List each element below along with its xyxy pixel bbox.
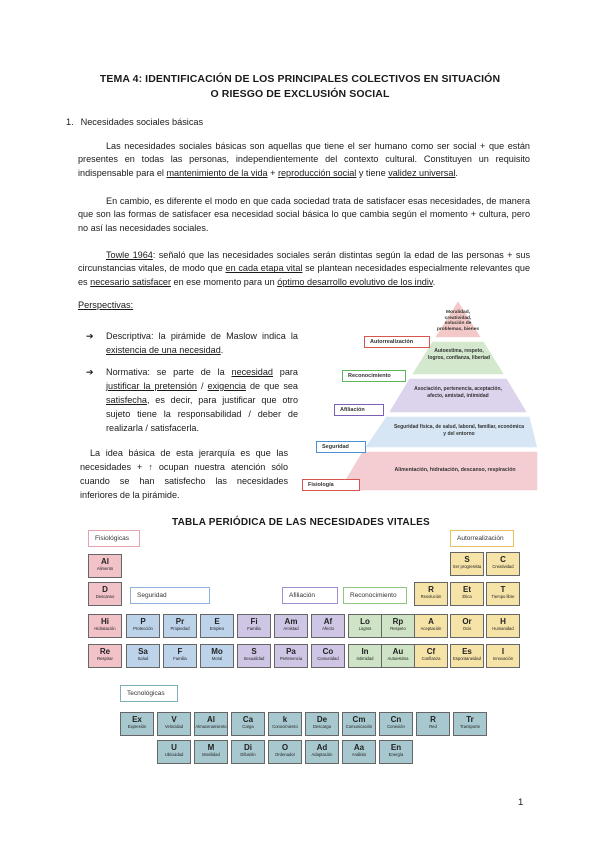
cell-symbol: Pr [175, 617, 185, 626]
element-cell [348, 614, 382, 638]
cell-symbol: Fi [250, 617, 258, 626]
cell-symbol: Di [244, 743, 252, 752]
pyramid-text-reconocimiento: Autoestima, respeto, logros, confianza, libertad [428, 348, 490, 361]
cell-name: Intimidad [356, 656, 374, 661]
cell-symbol: Pa [286, 647, 296, 656]
cell-symbol: R [430, 715, 436, 724]
element-cell [163, 614, 197, 638]
tech-cell [305, 712, 339, 736]
cell-symbol: A [428, 617, 434, 626]
tech-cell [342, 740, 376, 764]
pyramid-tag-afiliacion: Afiliación [334, 404, 384, 416]
tech-cell [342, 712, 376, 736]
cell-name: Comunicación [345, 724, 373, 729]
cell-name: Conexión [387, 724, 405, 729]
element-cell [163, 644, 197, 668]
category-seguridad: Seguridad [130, 587, 210, 604]
cell-symbol: Cf [426, 647, 436, 656]
tech-cell [268, 712, 302, 736]
cell-name: Velocidad [164, 724, 184, 729]
element-cell [450, 644, 484, 668]
element-cell [200, 644, 234, 668]
cell-symbol: Et [463, 585, 471, 594]
cell-symbol: V [171, 715, 177, 724]
cell-symbol: D [102, 585, 108, 594]
title-line-1: TEMA 4: IDENTIFICACIÓN DE LOS PRINCIPALES COLECTIVOS EN SITUACIÓN [99, 73, 501, 85]
underline-validez: validez universal [388, 167, 456, 178]
cell-name: Logros [358, 626, 372, 631]
underline-reproduccion: reproducción social [277, 167, 357, 178]
cell-symbol: Ad [316, 743, 328, 752]
cell-symbol: Cm [352, 715, 366, 724]
section-heading [66, 117, 203, 127]
cell-name: Transporte [459, 724, 481, 729]
cell-name: Espontaneidad [453, 656, 481, 661]
cell-name: Familia [247, 626, 261, 631]
cell-symbol: C [500, 555, 506, 564]
cell-symbol: Al [207, 715, 215, 724]
cell-symbol: Tr [466, 715, 474, 724]
cell-name: Expresión [127, 724, 147, 729]
element-cell [486, 552, 520, 576]
cell-name: Ubicuidad [164, 752, 184, 757]
cell-symbol: F [177, 647, 183, 656]
element-cell [274, 614, 308, 638]
cell-name: Ordenador [274, 752, 296, 757]
cell-name: Ética [462, 594, 472, 599]
element-cell [414, 644, 448, 668]
element-cell [414, 582, 448, 606]
cell-name: Hidratación [94, 626, 116, 631]
maslow-pyramid [298, 298, 538, 498]
cell-name: Descarga [313, 724, 331, 729]
cell-name: Ocio [462, 626, 472, 631]
element-cell [486, 644, 520, 668]
tech-cell [194, 740, 228, 764]
cell-symbol: Rp [392, 617, 404, 626]
element-cell [88, 582, 122, 606]
tech-cell [157, 740, 191, 764]
paragraph-4: La idea básica de esta jerarquía es que las necesidades + ↑ ocupan nuestra atención sólo cuando se han satisfecho las necesidades inferiores de la pirámide. [80, 448, 288, 500]
element-cell [414, 614, 448, 638]
cell-symbol: De [316, 715, 328, 724]
element-cell [486, 582, 520, 606]
cell-symbol: H [500, 617, 506, 626]
cell-name: Protección [133, 626, 153, 631]
cell-name: Salud [137, 656, 149, 661]
cell-symbol: En [390, 743, 402, 752]
category-reconocimiento: Reconocimiento [343, 587, 407, 604]
cell-name: Autoestima [387, 656, 409, 661]
section-title: Necesidades sociales básicas [80, 117, 204, 127]
cell-name: Energía [388, 752, 404, 757]
tech-cell [231, 712, 265, 736]
cell-name: Aceptación [420, 626, 442, 631]
pyramid-tag-reconocimiento: Reconocimiento [342, 370, 406, 382]
paragraph-2: En cambio, es diferente el modo en que cada sociedad trata de satisfacer esas necesidades, de manera que son las formas de satisfacer esa necesidad social básica lo que cambia según el momento + cultura, pero no así las necesidades sociales. [78, 196, 530, 233]
cell-name: Familia [173, 656, 187, 661]
cell-symbol: Lo [360, 617, 370, 626]
pyramid-text-autorrealizacion: Moralidad, creatividad, solución de problemas, bienes [436, 310, 480, 332]
element-cell [311, 614, 345, 638]
cell-symbol: T [500, 585, 506, 594]
cell-name: Difusión [240, 752, 256, 757]
cell-name: Red [429, 724, 437, 729]
element-cell [237, 614, 271, 638]
cell-symbol: U [171, 743, 177, 752]
cell-symbol: Am [284, 617, 298, 626]
cell-name: Respeto [390, 626, 406, 631]
tech-cell [231, 740, 265, 764]
element-cell [126, 614, 160, 638]
cell-name: Sexualidad [243, 656, 265, 661]
element-cell [274, 644, 308, 668]
section-number: 1. [66, 117, 74, 127]
bullet-normativa: ➔ Normativa: se parte de la necesidad para justificar la pretensión / exigencia de que sea satisfecha, es decir, para justificar que otro sujeto tiene la responsabilidad / deber de realizarla / satisfacerla. [86, 367, 298, 433]
element-cell [311, 644, 345, 668]
cell-symbol: O [281, 743, 289, 752]
bullet-descriptiva: ➔ Descriptiva: la pirámide de Maslow indica la existencia de una necesidad. [86, 331, 298, 355]
cell-symbol: Ex [132, 715, 142, 724]
cell-name: Alimento [96, 566, 114, 571]
document-title [60, 72, 540, 102]
cell-symbol: Re [99, 647, 111, 656]
cell-symbol: I [501, 647, 505, 656]
tech-cell [453, 712, 487, 736]
tech-cell [194, 712, 228, 736]
element-cell [88, 554, 122, 578]
cell-name: Conocimiento [272, 724, 298, 729]
pyramid-tag-seguridad: Seguridad [316, 441, 366, 453]
cell-symbol: Cn [390, 715, 402, 724]
cell-name: Creatividad [492, 564, 514, 569]
cell-symbol: Co [322, 647, 334, 656]
element-cell [126, 644, 160, 668]
tech-cell [379, 712, 413, 736]
category-fisiologicas: Fisiológicas [88, 530, 140, 547]
arrow-icon: ➔ [86, 331, 94, 341]
category-tecnologicas: Tecnológicas [120, 685, 178, 702]
cell-symbol: Aa [353, 743, 365, 752]
tech-cell [305, 740, 339, 764]
element-cell [200, 614, 234, 638]
pyramid-text-fisiologia: Alimentación, hidratación, descanso, respiración [394, 467, 516, 473]
page-number: 1 [518, 797, 524, 808]
pyramid-text-seguridad: Seguridad física, de salud, laboral, familiar, económica y del entorno [393, 424, 525, 437]
cell-name: Ser progresista [452, 564, 482, 569]
cell-symbol: Af [323, 617, 333, 626]
cell-symbol: Es [462, 647, 472, 656]
cell-symbol: S [251, 647, 257, 656]
cell-symbol: R [428, 585, 434, 594]
cell-name: Pertenencia [279, 656, 303, 661]
element-cell [450, 552, 484, 576]
cell-symbol: Al [101, 557, 109, 566]
cell-symbol: Sa [138, 647, 148, 656]
cell-symbol: S [464, 555, 470, 564]
cell-name: Innovación [492, 656, 514, 661]
cell-name: Empleo [209, 626, 225, 631]
cell-symbol: Ca [242, 715, 254, 724]
perspectivas-heading: Perspectivas: [78, 300, 134, 310]
cell-symbol: E [214, 617, 220, 626]
cell-name: Amistad [283, 626, 299, 631]
tech-cell [120, 712, 154, 736]
tech-cell [157, 712, 191, 736]
cell-name: Carga [242, 724, 254, 729]
cell-name: Afecto [322, 626, 334, 631]
paragraph-3: Towle 1964: señaló que las necesidades sociales serán distintas según la edad de las personas + sus circunstancias vitales, de modo que en cada etapa vital se plantean necesidades especialmente relevantes que es necesario satisfacer en ese momento para un óptimo desarrollo evolutivo de los indiv. [78, 250, 531, 287]
cell-name: Movilidad [202, 752, 220, 757]
element-cell [348, 644, 382, 668]
underline-towle: Towle 1964 [106, 250, 153, 260]
cell-name: Resolución [420, 594, 442, 599]
category-afiliacion: Afiliación [282, 587, 338, 604]
cell-name: Propiedad [170, 626, 190, 631]
pyramid-text-afiliacion: Asociación, pertenencia, aceptación, afecto, amistad, intimidad [414, 386, 502, 399]
underline-mantenimiento: mantenimiento de la vida [166, 167, 268, 178]
cell-symbol: Or [462, 617, 472, 626]
cell-name: Descanso [95, 594, 115, 599]
cell-symbol: Mo [211, 647, 223, 656]
cell-symbol: M [207, 743, 215, 752]
cell-name: Análisis [351, 752, 367, 757]
tech-cell [379, 740, 413, 764]
title-line-2: O RIESGO DE EXCLUSIÓN SOCIAL [210, 88, 390, 100]
cell-symbol: Au [392, 647, 404, 656]
cell-name: Humanidad [492, 626, 514, 631]
element-cell [486, 614, 520, 638]
element-cell [450, 614, 484, 638]
cell-symbol: P [140, 617, 146, 626]
element-cell [88, 644, 122, 668]
cell-name: Respirar [97, 656, 113, 661]
element-cell [237, 644, 271, 668]
cell-name: Tiempo libre [491, 594, 515, 599]
cell-symbol: In [361, 647, 369, 656]
element-cell [88, 614, 122, 638]
cell-name: Comunidad [317, 656, 339, 661]
cell-name: Adaptación [311, 752, 333, 757]
element-cell [381, 614, 415, 638]
category-autorrealizacion: Autorrealización [450, 530, 514, 547]
periodic-table-title: TABLA PERIÓDICA DE LAS NECESIDADES VITALES [172, 517, 430, 528]
cell-name: Almacenamiento [195, 724, 227, 729]
paragraph-1: Las necesidades sociales básicas son aquellas que tiene el ser humano como ser social + que están presentes en todas las personas, independientemente del contexto cultural. Constituyen un requisito indispensable para el mantenimiento de la vida + reproducción social y tiene validez universal. [78, 141, 530, 178]
pyramid-tag-fisiologia: Fisiología [302, 479, 360, 491]
element-cell [450, 582, 484, 606]
cell-symbol: k [282, 715, 288, 724]
pyramid-tag-autorrealizacion: Autorrealización [364, 336, 430, 348]
element-cell [381, 644, 415, 668]
arrow-icon: ➔ [86, 367, 94, 377]
cell-name: Moral [211, 656, 223, 661]
cell-symbol: Hi [101, 617, 109, 626]
cell-name: Confianza [421, 656, 441, 661]
tech-cell [416, 712, 450, 736]
tech-cell [268, 740, 302, 764]
